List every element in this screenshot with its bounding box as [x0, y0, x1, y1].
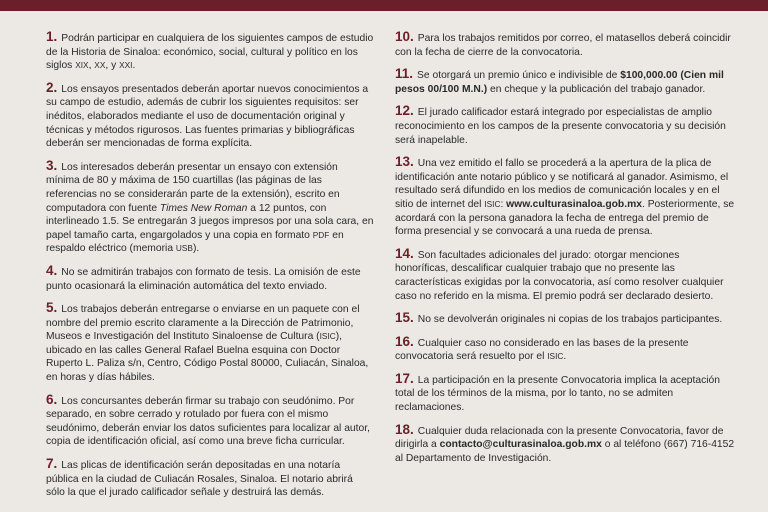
- rule-text: a 12 puntos, con interlineado 1.5. Se entregarán 3 juegos impresos por una sola cara, en papel tamaño carta, engargolados y una copia en formato: [46, 202, 374, 241]
- rule-text: Una vez emitido el fallo se procederá a la apertura de la plica de identificación ante notario público y se notificará al ganador. Asimismo, el resultado será difundido en los medios de comunicación locales y en el sitio de internet del: [395, 158, 729, 210]
- rule-number: 17.: [395, 370, 414, 386]
- rule-item: [46, 30, 374, 73]
- rule-text: Podrán participar en cualquiera de los siguientes campos de estudio de la Historia de Sinaloa: económico, social, cultural y político en los siglos: [46, 33, 374, 72]
- rule-text: ).: [192, 243, 200, 255]
- rule-number: 13.: [395, 154, 414, 170]
- rule-number: 3.: [46, 157, 58, 173]
- top-color-bar: [0, 0, 768, 11]
- rule-text: .: [132, 60, 136, 72]
- rule-text: , y: [105, 60, 120, 72]
- rule-text: El jurado calificador estará integrado por especialistas de amplio reconocimiento en los campos de la presente convocatoria y su decisión será inapelable.: [395, 107, 726, 146]
- rule-text: No se admitirán trabajos con formato de tesis. La omisión de este punto ocasionará la eliminación automática del texto enviado.: [46, 266, 361, 292]
- rule-item: [46, 457, 374, 500]
- rule-text: Las plicas de identificación serán depositadas en una notaría pública en la ciudad de Culiacán Rosales, Sinaloa. El notario abrirá sólo la que el jurado calificador señale y destruirá las demás.: [46, 460, 353, 499]
- rule-text: ISIC: [319, 331, 336, 342]
- rule-item: [395, 67, 735, 96]
- rule-text: Los interesados deberán presentar un ensayo con extensión mínima de 80 y máxima de 150 cuartillas (las páginas de las referencias no se considerarán parte de la extensión), escrito en computadora con fuente: [46, 161, 340, 214]
- rule-text: XXI: [119, 60, 133, 71]
- rule-text: en respaldo eléctrico (memoria: [46, 229, 344, 255]
- rule-text: USB: [175, 243, 193, 254]
- rule-text: Los concursantes deberán firmar su trabajo con seudónimo. Por separado, en sobre cerrado y rotulado por fuera con el mismo seudónimo, deberán enviar los datos suficientes para localizar al autor, copia de identificación oficial, así como una breve ficha curricular.: [46, 395, 370, 448]
- rule-number: 18.: [395, 421, 414, 437]
- rule-text: $100,000.00 (Cien mil pesos 00/100 M.N.): [395, 70, 724, 95]
- rule-text: en cheque y la publicación del trabajo ganador.: [487, 83, 706, 95]
- right-column: [395, 30, 735, 473]
- rule-text: o al teléfono (667) 716-4152 al Departamento de Investigación.: [395, 439, 735, 464]
- rule-item: [395, 155, 735, 239]
- rule-text: No se devolverán originales ni copias de los trabajos participantes.: [417, 314, 723, 326]
- rule-text: Para los trabajos remitidos por correo, el matasellos deberá coincidir con la fecha de cierre de la convocatoria.: [395, 33, 731, 58]
- rule-item: [46, 81, 374, 151]
- rule-text: .: [563, 351, 567, 363]
- left-column: [46, 30, 374, 508]
- rule-text: PDF: [312, 229, 330, 240]
- rule-text: ), ubicado en las calles General Rafael Buelna esquina con Doctor Ruperto L. Paliza s/n, Centro, Código Postal 80000, Culiacán, Sinaloa, en horas y días hábiles.: [46, 331, 369, 384]
- rule-number: 1.: [46, 29, 58, 44]
- rule-number: 2.: [46, 79, 58, 95]
- rule-text: Se otorgará un premio único e indivisible de: [417, 70, 621, 82]
- rule-item: [395, 247, 735, 303]
- rule-text: ISIC: [484, 198, 501, 209]
- rule-number: 12.: [395, 103, 414, 119]
- rule-text: Son facultades adicionales del jurado: otorgar menciones honoríficas, descalificar cualquier trabajo que no presente las características exigidas por la convocatoria, así como resolver cualquier caso no referido en la misma. El premio podrá ser declarado desierto.: [395, 249, 724, 302]
- rule-text: ,: [88, 60, 95, 72]
- rule-text: XX: [94, 60, 106, 71]
- rule-text: Cualquier duda relacionada con la presente Convocatoria, favor de dirigirla a: [395, 425, 724, 451]
- rule-text: ISIC: [547, 351, 564, 362]
- rule-number: 11.: [395, 66, 414, 82]
- rule-item: [46, 159, 374, 256]
- rule-item: [46, 301, 374, 385]
- rule-text: La participación en la presente Convocatoria implica la aceptación total de los términos de la misma, por lo tanto, no se admiten reclamaciones.: [395, 374, 721, 414]
- rule-number: 15.: [395, 310, 414, 326]
- rule-number: 16.: [395, 333, 414, 349]
- rule-text: Los ensayos presentados deberán aportar nuevos conocimientos a su campo de estudio, además de cubrir los siguientes requisitos: ser inéditos, elaborados mediante el uso de documentación original y técnicas y métodos rigurosos. Las fuentes primarias y bibliográficas deberán ser mencionadas de forma explícita.: [46, 83, 369, 150]
- rule-number: 6.: [46, 391, 58, 407]
- rule-number: 10.: [395, 29, 414, 44]
- rule-item: [395, 423, 735, 466]
- rule-text: XIX: [75, 60, 89, 71]
- rule-item: [46, 393, 374, 449]
- rule-item: [46, 264, 374, 293]
- rule-number: 7.: [46, 456, 58, 472]
- rule-item: [395, 104, 735, 147]
- rule-text: contacto@culturasinaloa.gob.mx: [439, 439, 602, 451]
- rule-item: [395, 311, 735, 327]
- rule-text: Times New Roman: [159, 202, 248, 214]
- rule-text: :: [500, 198, 507, 210]
- rule-item: [395, 30, 735, 59]
- rule-text: www.culturasinaloa.gob.mx: [506, 198, 642, 210]
- rule-item: [395, 372, 735, 415]
- rule-text: . Posteriormente, se acordará con la persona ganadora la fecha de entrega del premio de forma presencial y se convocará a una rueda de prensa.: [395, 198, 735, 238]
- rule-number: 5.: [46, 300, 58, 316]
- rule-text: Cualquier caso no considerado en las bases de la presente convocatoria será resuelto por el: [395, 337, 689, 363]
- rule-item: [395, 335, 735, 364]
- rule-number: 4.: [46, 262, 58, 278]
- rule-text: Los trabajos deberán entregarse o enviarse en un paquete con el nombre del premio escrito claramente a la Dirección de Patrimonio, Museos e Investigación del Instituto Sinaloense de Cultura (: [46, 304, 360, 343]
- rule-number: 14.: [395, 245, 414, 261]
